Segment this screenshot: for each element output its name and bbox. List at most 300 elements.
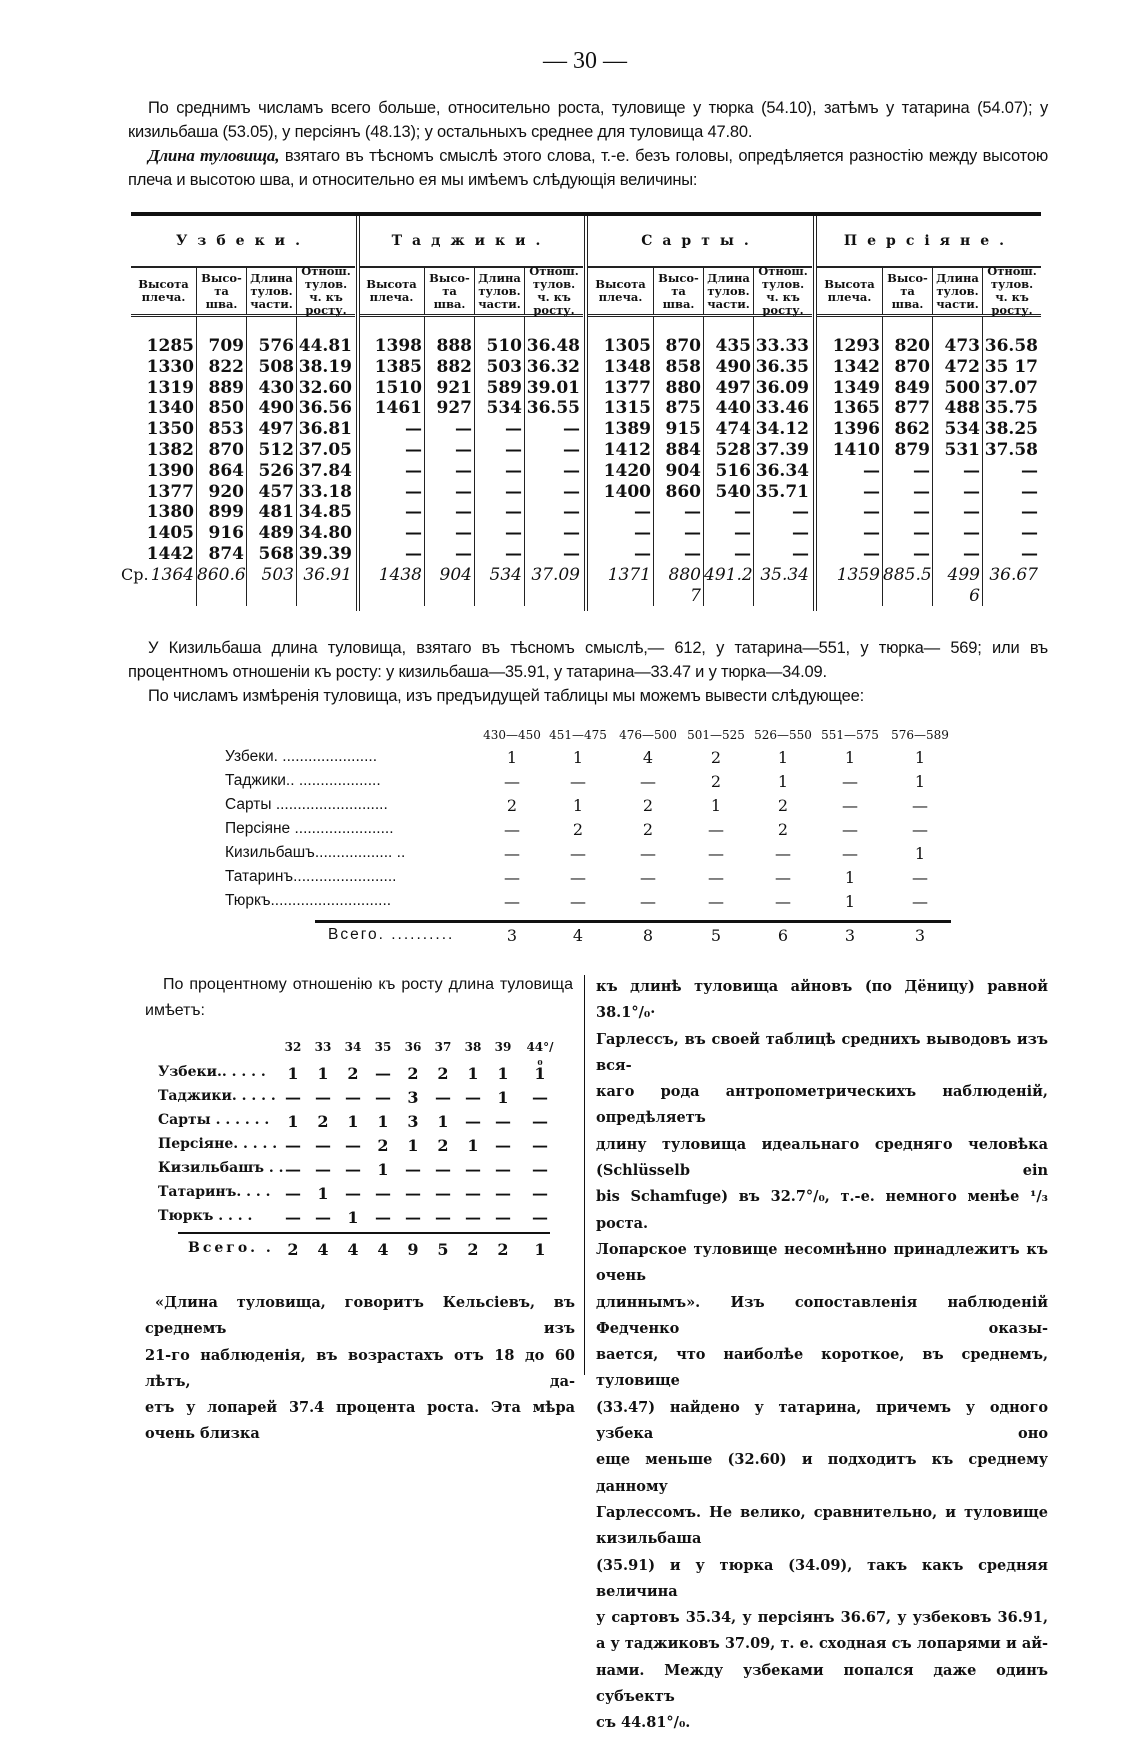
table-cell: 38.25	[984, 419, 1038, 440]
row-label: Персіяне. . . . .	[158, 1136, 278, 1152]
data-column	[475, 336, 522, 586]
table-cell: —	[563, 439, 580, 460]
table-cell: —	[405, 419, 422, 440]
table-cell: —	[863, 543, 880, 564]
table-cell: 1461	[374, 398, 422, 419]
table-cell: 877	[894, 398, 930, 419]
table-cell: —	[455, 543, 472, 564]
left-column-quote	[145, 1290, 575, 1448]
data-column	[817, 336, 880, 586]
table-cell: —	[640, 868, 656, 887]
table-cell: —	[708, 892, 724, 911]
table-cell: 34.85	[298, 502, 352, 523]
total-rule	[315, 920, 951, 923]
table-cell: —	[563, 460, 580, 481]
table-cell: —	[1021, 481, 1038, 502]
middle-paragraph-1: У Кизильбаша длина туловища, взятаго въ тѣсномъ смыслѣ,— 612, у татарина—551, у тюрка— 569; или въ процентномъ отношеніи къ росту: у кизильбаша—35.91, у татарина—33.47 и у тюрка—34.09.	[128, 639, 1048, 681]
text-line: еще меньше (32.60) и подходитъ къ среднему данному	[596, 1451, 1048, 1495]
table-cell: 888	[436, 336, 472, 356]
table-cell: —	[570, 844, 586, 863]
left-paragraph-1: По процентному отношенію къ росту длина туловища имѣетъ:	[145, 976, 573, 1019]
table-cell: 1	[317, 1184, 329, 1203]
table-cell: 1398	[374, 336, 422, 356]
table-cell: 921	[436, 377, 472, 398]
table-cell: —	[912, 892, 928, 911]
table-cell: —	[435, 1184, 451, 1203]
data-column	[131, 336, 194, 586]
column-header: Высо-та шва.	[883, 268, 933, 314]
table-cell: —	[285, 1184, 301, 1203]
table-cell: 1	[467, 1064, 479, 1083]
table-cell: 4	[642, 748, 654, 767]
text-line: длиннымъ». Изъ сопоставленія наблюденій Федченко оказы-	[596, 1293, 1048, 1337]
table-cell: —	[734, 502, 751, 523]
table-cell: —	[405, 439, 422, 460]
table-row	[225, 868, 955, 892]
total-label: Всего. ..........	[328, 926, 455, 943]
table-cell: —	[405, 460, 422, 481]
table-cell: —	[863, 460, 880, 481]
table-cell: 1	[572, 748, 584, 767]
middle-text	[128, 636, 1048, 708]
table-cell: 3	[407, 1088, 419, 1107]
table-cell: 2	[710, 772, 722, 791]
table-cell: —	[285, 1208, 301, 1227]
text-line: длину туловища идеальнаго средняго человѣка (Schlüsselb ein	[596, 1135, 1048, 1180]
row-label: Кизильбашъ.................. ..	[225, 844, 406, 861]
text-line: (35.91) и у тюрка (34.09), такъ какъ средняя величина	[596, 1556, 1048, 1600]
range-header: 476—500	[619, 728, 677, 742]
table-cell: —	[465, 1088, 481, 1107]
data-column	[754, 336, 809, 586]
range-header: 501—525	[687, 728, 745, 742]
table-cell: —	[734, 523, 751, 544]
row-label: Узбеки.. . . . .	[158, 1064, 266, 1080]
data-column	[297, 336, 352, 586]
table-cell: 473	[944, 336, 980, 356]
table-cell: 2	[777, 796, 789, 815]
table-cell: 862	[894, 419, 930, 440]
table-cell: 1	[497, 1064, 509, 1083]
table-cell: —	[913, 460, 930, 481]
table-cell: —	[963, 543, 980, 564]
table-cell: 1330	[146, 356, 194, 377]
column-header-row	[359, 264, 583, 317]
table-cell: —	[465, 1208, 481, 1227]
table-cell: 33.18	[298, 481, 352, 502]
table-cell: —	[634, 523, 651, 544]
table-cell: 37.84	[298, 460, 352, 481]
table-cell: —	[640, 892, 656, 911]
percent-header: 33	[314, 1040, 332, 1054]
table-cell: —	[634, 543, 651, 564]
table-cell: 1	[572, 796, 584, 815]
table-row	[225, 820, 955, 844]
table-cell: —	[563, 523, 580, 544]
table-cell: 510	[486, 336, 522, 356]
total-cell: 2	[467, 1240, 479, 1259]
table-cell: 889	[208, 377, 244, 398]
table-cell: 534	[944, 419, 980, 440]
table-cell: —	[505, 502, 522, 523]
table-cell: —	[504, 820, 520, 839]
table-cell: 1382	[146, 439, 194, 460]
text-line: 21-го наблюденія, въ возрастахъ отъ 18 до 60 лѣтъ, да-	[145, 1346, 575, 1390]
text-line: съ 44.81°/₀.	[596, 1714, 691, 1732]
average-cell: 1371	[607, 564, 651, 585]
table-cell: 488	[944, 398, 980, 419]
table-cell: 39.01	[526, 377, 580, 398]
table-cell: 508	[258, 356, 294, 377]
table-cell: 1	[506, 748, 518, 767]
table-cell: 37.39	[755, 439, 809, 460]
table-cell: 1365	[832, 398, 880, 419]
table-cell: —	[455, 419, 472, 440]
total-cell: 1	[534, 1240, 546, 1259]
table-cell: —	[345, 1088, 361, 1107]
table-cell: —	[495, 1208, 511, 1227]
table-cell: —	[863, 502, 880, 523]
column-divider	[584, 975, 585, 1375]
row-label: Тюркъ . . . .	[158, 1208, 253, 1224]
average-cell: 880 7	[668, 564, 701, 606]
table-cell: —	[504, 844, 520, 863]
table-cell: 34.12	[755, 419, 809, 440]
table-cell: 2	[710, 748, 722, 767]
table-cell: 1	[347, 1112, 359, 1131]
table-cell: —	[963, 502, 980, 523]
column-header: Отнош. тулов. ч. къ росту.	[758, 264, 808, 317]
table-cell: 1350	[146, 419, 194, 440]
table-cell: 899	[208, 502, 244, 523]
table-cell: 37.07	[984, 377, 1038, 398]
column-header: Высота плеча.	[817, 268, 883, 314]
table-cell: —	[563, 419, 580, 440]
total-cell: 4	[377, 1240, 389, 1259]
table-cell: —	[563, 543, 580, 564]
percent-header: 44°/₀	[526, 1040, 554, 1068]
table-cell: —	[285, 1088, 301, 1107]
table-cell: —	[963, 523, 980, 544]
table-cell: 1	[534, 1064, 546, 1083]
range-header: 576—589	[891, 728, 949, 742]
text-line: у сартовъ 35.34, у персіянъ 36.67, у узбековъ 36.91,	[596, 1609, 1048, 1627]
total-cell: 8	[642, 926, 654, 945]
table-cell: —	[495, 1184, 511, 1203]
table-cell: 1385	[374, 356, 422, 377]
average-cell: 885.5	[883, 564, 932, 585]
column-header: Отнош. тулов. ч. къ росту.	[301, 264, 351, 317]
table-cell: 1420	[603, 460, 651, 481]
table-cell: 884	[665, 439, 701, 460]
table-cell: 1377	[603, 377, 651, 398]
percent-header: 39	[494, 1040, 512, 1054]
table-cell: —	[505, 439, 522, 460]
column-header: Длина тулов. части.	[475, 268, 525, 314]
table-cell: 1319	[146, 377, 194, 398]
table-cell: 1305	[603, 336, 651, 356]
total-rule	[178, 1232, 550, 1234]
left-column-intro	[145, 972, 573, 1024]
table-cell: 1	[844, 892, 856, 911]
table-cell: —	[345, 1184, 361, 1203]
table-cell: 36.81	[298, 419, 352, 440]
table-group-3	[817, 216, 1041, 606]
range-header: 451—475	[549, 728, 607, 742]
table-cell: —	[375, 1208, 391, 1227]
table-cell: —	[455, 481, 472, 502]
table-cell: —	[792, 502, 809, 523]
table-cell: 1	[437, 1112, 449, 1131]
table-cell: 1349	[832, 377, 880, 398]
table-cell: 1377	[146, 481, 194, 502]
table-cell: —	[455, 523, 472, 544]
row-label: Тюркъ............................	[225, 892, 392, 909]
percent-header: 35	[374, 1040, 392, 1054]
table-cell: 44.81	[298, 336, 352, 356]
table-cell: 864	[208, 460, 244, 481]
table-cell: 36.34	[755, 460, 809, 481]
table-cell: 879	[894, 439, 930, 460]
table-cell: —	[913, 481, 930, 502]
table-cell: —	[570, 772, 586, 791]
table-cell: —	[505, 460, 522, 481]
group-title: Таджики.	[359, 216, 583, 268]
table-cell: 916	[208, 523, 244, 544]
table-cell: 858	[665, 356, 701, 377]
total-row	[225, 926, 955, 950]
row-label: Татаринъ. . . .	[158, 1184, 271, 1200]
total-cell: 2	[287, 1240, 299, 1259]
table-cell: 36.32	[526, 356, 580, 377]
intro-paragraph-2-rest: взятаго въ тѣсномъ смыслѣ этого слова, т.-е. безъ головы, опредѣляется разностію между высотою плеча и высотою шва, и относительно ея мы имѣемъ слѣдующія величины:	[128, 147, 1048, 189]
table-cell: 528	[715, 439, 751, 460]
table-cell: —	[405, 543, 422, 564]
column-header: Длина тулов. части.	[933, 268, 983, 314]
table-cell: 1405	[146, 523, 194, 544]
table-cell: —	[495, 1112, 511, 1131]
column-header: Длина тулов. части.	[247, 268, 297, 314]
table-cell: —	[640, 772, 656, 791]
data-column	[197, 336, 244, 586]
table-cell: 860	[665, 481, 701, 502]
table-cell: 500	[944, 377, 980, 398]
table-cell: 489	[258, 523, 294, 544]
table-cell: 33.46	[755, 398, 809, 419]
data-column	[525, 336, 580, 586]
average-cell: 36.91	[303, 564, 352, 585]
table-cell: 481	[258, 502, 294, 523]
table-cell: 1	[377, 1160, 389, 1179]
average-cell: 1364	[150, 564, 194, 585]
table-cell: 1	[347, 1208, 359, 1227]
table-cell: 1340	[146, 398, 194, 419]
text-line: bis Schamfuge) въ 32.7°/₀, т.-е. немного менѣе ¹/₃ роста.	[596, 1188, 1048, 1232]
table-cell: —	[435, 1088, 451, 1107]
table-cell: 1	[914, 748, 926, 767]
table-cell: 1	[844, 748, 856, 767]
table-cell: 709	[208, 336, 244, 356]
table-cell: 1389	[603, 419, 651, 440]
total-cell: 3	[506, 926, 518, 945]
table-cell: —	[532, 1136, 548, 1155]
table-cell: —	[505, 523, 522, 544]
table-cell: 2	[407, 1064, 419, 1083]
data-column	[247, 336, 294, 586]
percent-header: 37	[434, 1040, 452, 1054]
table-cell: 2	[642, 820, 654, 839]
column-header-row	[588, 264, 812, 317]
table-cell: —	[505, 481, 522, 502]
table-cell: 1380	[146, 502, 194, 523]
row-label: Татаринъ........................	[225, 868, 397, 885]
column-header-row	[817, 264, 1041, 317]
right-column-text	[596, 974, 1048, 1737]
table-cell: 35 17	[984, 356, 1038, 377]
table-cell: —	[963, 481, 980, 502]
table-cell: 430	[258, 377, 294, 398]
data-column	[359, 336, 422, 586]
table-cell: 36.48	[526, 336, 580, 356]
row-label: Таджики.. ...................	[225, 772, 381, 789]
table-cell: —	[684, 502, 701, 523]
table-cell: —	[570, 892, 586, 911]
average-cell: 37.09	[531, 564, 580, 585]
table-cell: —	[563, 481, 580, 502]
table-group-1	[359, 216, 583, 585]
table-cell: —	[505, 543, 522, 564]
table-cell: 36.58	[984, 336, 1038, 356]
intro-paragraph-2	[128, 144, 1048, 192]
table-cell: —	[405, 523, 422, 544]
text-line: Лопарское туловище несомнѣнно принадлежитъ къ очень	[596, 1240, 1048, 1285]
table-cell: 2	[437, 1064, 449, 1083]
table-cell: 1396	[832, 419, 880, 440]
average-cell: 499 6	[947, 564, 980, 606]
table-cell: —	[455, 502, 472, 523]
table-row	[225, 844, 955, 868]
table-cell: 2	[572, 820, 584, 839]
average-cell: 860.6	[197, 564, 246, 585]
average-cell: 36.67	[989, 564, 1038, 585]
table-cell: 34.80	[298, 523, 352, 544]
table-row	[225, 748, 955, 772]
data-column	[883, 336, 930, 586]
table-cell: 2	[437, 1136, 449, 1155]
text-line: каго рода антропометрическихъ наблюденій, опредѣляетъ	[596, 1083, 1048, 1127]
table-cell: 36.35	[755, 356, 809, 377]
table-cell: 927	[436, 398, 472, 419]
average-cell: 503	[261, 564, 294, 585]
group-title: Узбеки.	[131, 216, 355, 268]
average-cell: 35.34	[760, 564, 809, 585]
table-cell: —	[495, 1160, 511, 1179]
data-column	[425, 336, 472, 586]
table-cell: —	[532, 1160, 548, 1179]
text-line: нами. Между узбеками попался даже одинъ субъектъ	[596, 1661, 1048, 1706]
table-cell: 33.33	[755, 336, 809, 356]
table-cell: 850	[208, 398, 244, 419]
row-label: Сарты ..........................	[225, 796, 388, 813]
table-cell: 490	[258, 398, 294, 419]
total-cell: 3	[914, 926, 926, 945]
column-header-row	[131, 264, 355, 317]
text-line: а у таджиковъ 37.09, т. е. сходная съ лопарями и ай-	[596, 1635, 1048, 1653]
table-cell: 874	[208, 543, 244, 564]
table-cell: 39.39	[298, 543, 352, 564]
table-cell: 1	[377, 1112, 389, 1131]
table-cell: —	[405, 1184, 421, 1203]
table-cell: —	[775, 844, 791, 863]
table-cell: 534	[486, 398, 522, 419]
range-header: 526—550	[754, 728, 812, 742]
table-cell: —	[842, 796, 858, 815]
table-cell: —	[913, 523, 930, 544]
table-cell: —	[1021, 523, 1038, 544]
table-cell: —	[465, 1184, 481, 1203]
table-cell: 920	[208, 481, 244, 502]
text-line: (33.47) найдено у татарина, причемъ у одного узбека оно	[596, 1398, 1048, 1443]
table-cell: —	[285, 1160, 301, 1179]
emphasis-term: Длина туловища,	[148, 146, 280, 165]
data-column	[704, 336, 751, 586]
table-cell: —	[532, 1184, 548, 1203]
table-cell: —	[375, 1088, 391, 1107]
table-cell: 1442	[146, 543, 194, 564]
row-label: Сарты . . . . . .	[158, 1112, 270, 1128]
average-cell: 534	[489, 564, 522, 585]
total-cell: 4	[572, 926, 584, 945]
table-cell: 1	[914, 772, 926, 791]
table-cell: 1285	[146, 336, 194, 356]
row-label: Персіяне .......................	[225, 820, 394, 837]
table-cell: —	[455, 460, 472, 481]
table-cell: 589	[486, 377, 522, 398]
table-cell: 1	[497, 1088, 509, 1107]
table-cell: —	[792, 543, 809, 564]
table-cell: —	[315, 1160, 331, 1179]
column-header: Высота плеча.	[359, 268, 425, 314]
table-cell: 1	[710, 796, 722, 815]
data-column	[588, 336, 651, 586]
table-cell: 38.19	[298, 356, 352, 377]
table-cell: 576	[258, 336, 294, 356]
data-column	[654, 336, 701, 606]
table-cell: 853	[208, 419, 244, 440]
table-cell: —	[285, 1136, 301, 1155]
table-cell: 1412	[603, 439, 651, 460]
text-line: къ длинѣ туловища айновъ (по Дёницу) равной 38.1°/₀·	[596, 978, 1048, 1022]
table-cell: 915	[665, 419, 701, 440]
table-cell: 35.71	[755, 481, 809, 502]
table-cell: 1410	[832, 439, 880, 460]
table-cell: 435	[715, 336, 751, 356]
total-cell: 9	[407, 1240, 419, 1259]
text-line: «Длина туловища, говоритъ Кельсіевъ, въ среднемъ изъ	[145, 1294, 575, 1338]
table-cell: 497	[258, 419, 294, 440]
table-cell: —	[708, 820, 724, 839]
text-line: Гарлессъ, въ своей таблицѣ среднихъ выводовъ изъ вся-	[596, 1030, 1048, 1074]
table-cell: 516	[715, 460, 751, 481]
table-cell: 35.75	[984, 398, 1038, 419]
table-cell: —	[684, 523, 701, 544]
table-cell: 1	[407, 1136, 419, 1155]
table-cell: 503	[486, 356, 522, 377]
table-cell: —	[963, 460, 980, 481]
table-cell: 2	[642, 796, 654, 815]
column-header: Отнош. тулов. ч. къ росту.	[529, 264, 579, 317]
range-header: 551—575	[821, 728, 879, 742]
